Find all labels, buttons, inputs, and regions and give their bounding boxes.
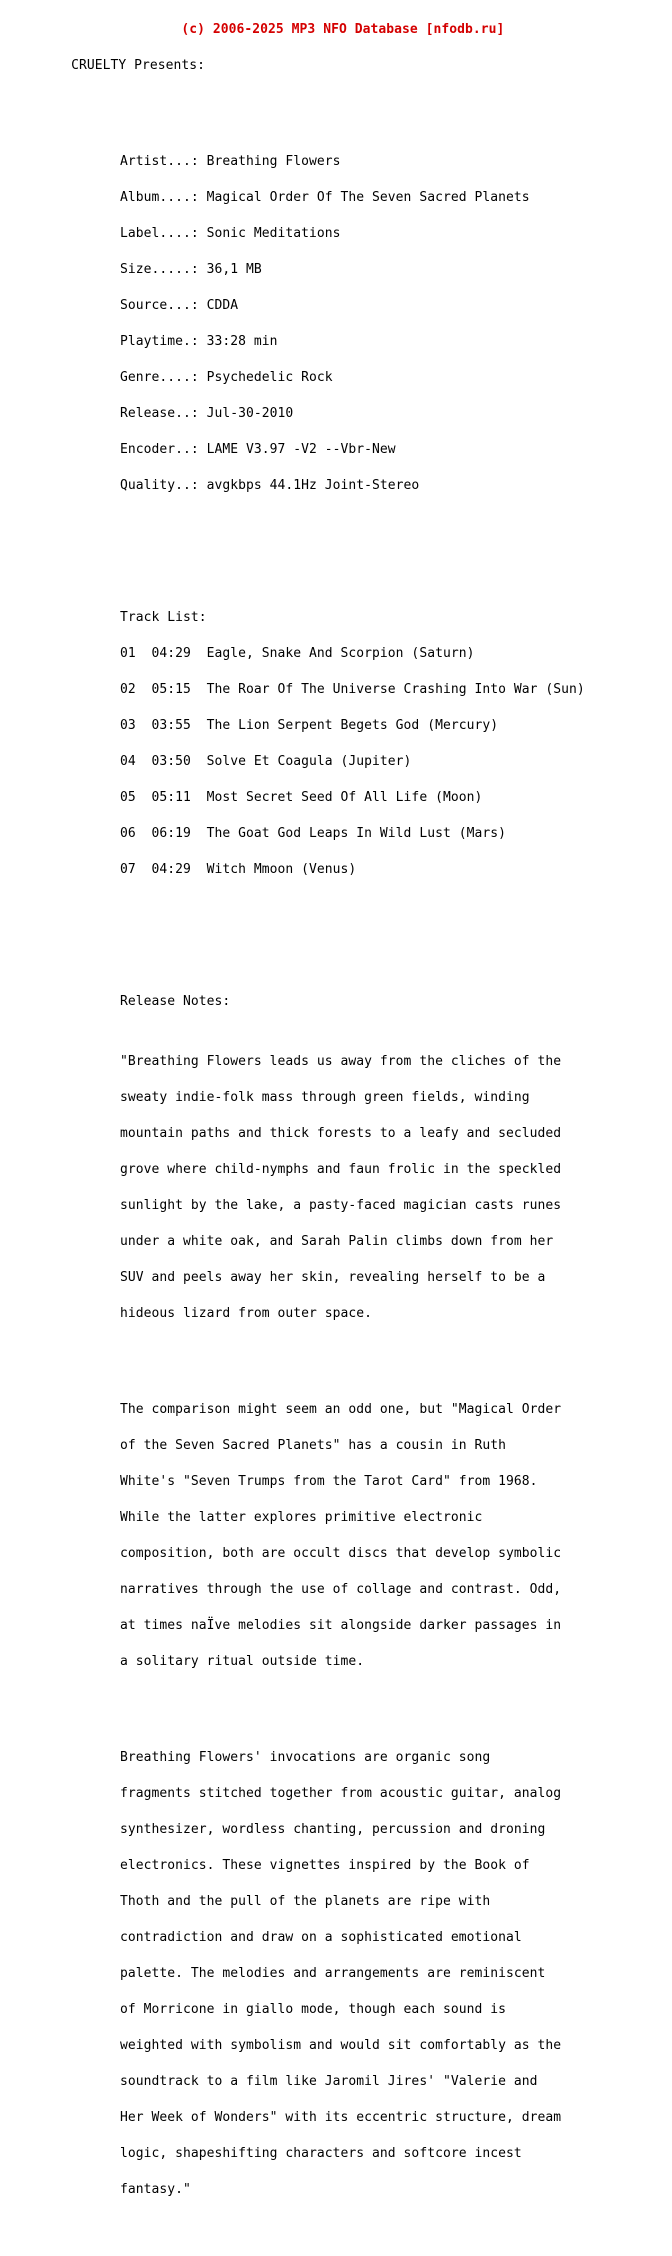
notes-line: of Morricone in giallo mode, though each sound is xyxy=(120,2002,506,2017)
notes-line: weighted with symbolism and would sit comfortably as the xyxy=(120,2038,562,2053)
copyright-line: (c) 2006-2025 MP3 NFO Database [nfodb.ru] xyxy=(16,22,505,37)
track-line: 04 03:50 Solve Et Coagula (Jupiter) xyxy=(120,754,412,769)
playtime-line: Playtime.: 33:28 min xyxy=(120,334,278,349)
notes-line: mountain paths and thick forests to a leafy and secluded xyxy=(120,1126,562,1141)
notes-line: of the Seven Sacred Planets" has a cousin in Ruth xyxy=(120,1438,506,1453)
notes-line: fragments stitched together from acoustic guitar, analog xyxy=(120,1786,562,1801)
track-line: 05 05:11 Most Secret Seed Of All Life (Moon) xyxy=(120,790,483,805)
notes-line: synthesizer, wordless chanting, percussion and droning xyxy=(120,1822,546,1837)
size-line: Size.....: 36,1 MB xyxy=(120,262,262,277)
notes-line: narratives through the use of collage and contrast. Odd, xyxy=(120,1582,562,1597)
track-line: 01 04:29 Eagle, Snake And Scorpion (Saturn) xyxy=(120,646,475,661)
notes-line: logic, shapeshifting characters and softcore incest xyxy=(120,2146,522,2161)
quality-line: Quality..: avgkbps 44.1Hz Joint-Stereo xyxy=(120,478,420,493)
notes-line: under a white oak, and Sarah Palin climbs down from her xyxy=(120,1234,554,1249)
release-line: Release..: Jul-30-2010 xyxy=(120,406,294,421)
notes-line: composition, both are occult discs that develop symbolic xyxy=(120,1546,562,1561)
notes-line: at times naÏve melodies sit alongside darker passages in xyxy=(120,1618,562,1633)
track-line: 06 06:19 The Goat God Leaps In Wild Lust (Mars) xyxy=(120,826,506,841)
notes-line: "Breathing Flowers leads us away from the cliches of the xyxy=(120,1054,562,1069)
notes-line: palette. The melodies and arrangements are reminiscent xyxy=(120,1966,546,1981)
track-line: 03 03:55 The Lion Serpent Begets God (Mercury) xyxy=(120,718,499,733)
group-line: CRUELTY Presents: xyxy=(16,58,206,73)
notes-line: a solitary ritual outside time. xyxy=(120,1654,365,1669)
album-line: Album....: Magical Order Of The Seven Sacred Planets xyxy=(120,190,530,205)
encoder-line: Encoder..: LAME V3.97 -V2 --Vbr-New xyxy=(120,442,396,457)
track-line: 02 05:15 The Roar Of The Universe Crashing Into War (Sun) xyxy=(120,682,585,697)
notes-line: White's "Seven Trumps from the Tarot Card" from 1968. xyxy=(120,1474,538,1489)
notes-line: The comparison might seem an odd one, but "Magical Order xyxy=(120,1402,562,1417)
notes-line: While the latter explores primitive electronic xyxy=(120,1510,483,1525)
notes-line: grove where child-nymphs and faun frolic in the speckled xyxy=(120,1162,562,1177)
release-notes-heading: Release Notes: xyxy=(120,994,231,1009)
track-line: 07 04:29 Witch Mmoon (Venus) xyxy=(120,862,357,877)
release-info xyxy=(16,132,666,516)
track-list-heading: Track List: xyxy=(120,610,207,625)
release-notes xyxy=(16,972,666,2244)
notes-line: soundtrack to a film like Jaromil Jires' "Valerie and xyxy=(120,2074,538,2089)
notes-paragraph-3 xyxy=(16,1728,666,2220)
notes-paragraph-1 xyxy=(16,1032,666,1344)
source-line: Source...: CDDA xyxy=(120,298,239,313)
notes-line: hideous lizard from outer space. xyxy=(120,1306,373,1321)
track-list xyxy=(16,588,666,900)
notes-line: Thoth and the pull of the planets are ripe with xyxy=(120,1894,491,1909)
notes-line: electronics. These vignettes inspired by the Book of xyxy=(120,1858,530,1873)
notes-line: fantasy." xyxy=(120,2182,191,2197)
label-line: Label....: Sonic Meditations xyxy=(120,226,341,241)
genre-line: Genre....: Psychedelic Rock xyxy=(120,370,333,385)
notes-line: Her Week of Wonders" with its eccentric structure, dream xyxy=(120,2110,562,2125)
notes-line: contradiction and draw on a sophisticated emotional xyxy=(120,1930,522,1945)
notes-paragraph-2 xyxy=(16,1380,666,1692)
nfo-document xyxy=(16,0,666,2256)
notes-line: sweaty indie-folk mass through green fields, winding xyxy=(120,1090,530,1105)
notes-line: sunlight by the lake, a pasty-faced magician casts runes xyxy=(120,1198,562,1213)
notes-line: SUV and peels away her skin, revealing herself to be a xyxy=(120,1270,546,1285)
artist-line: Artist...: Breathing Flowers xyxy=(120,154,341,169)
notes-line: Breathing Flowers' invocations are organic song xyxy=(120,1750,491,1765)
